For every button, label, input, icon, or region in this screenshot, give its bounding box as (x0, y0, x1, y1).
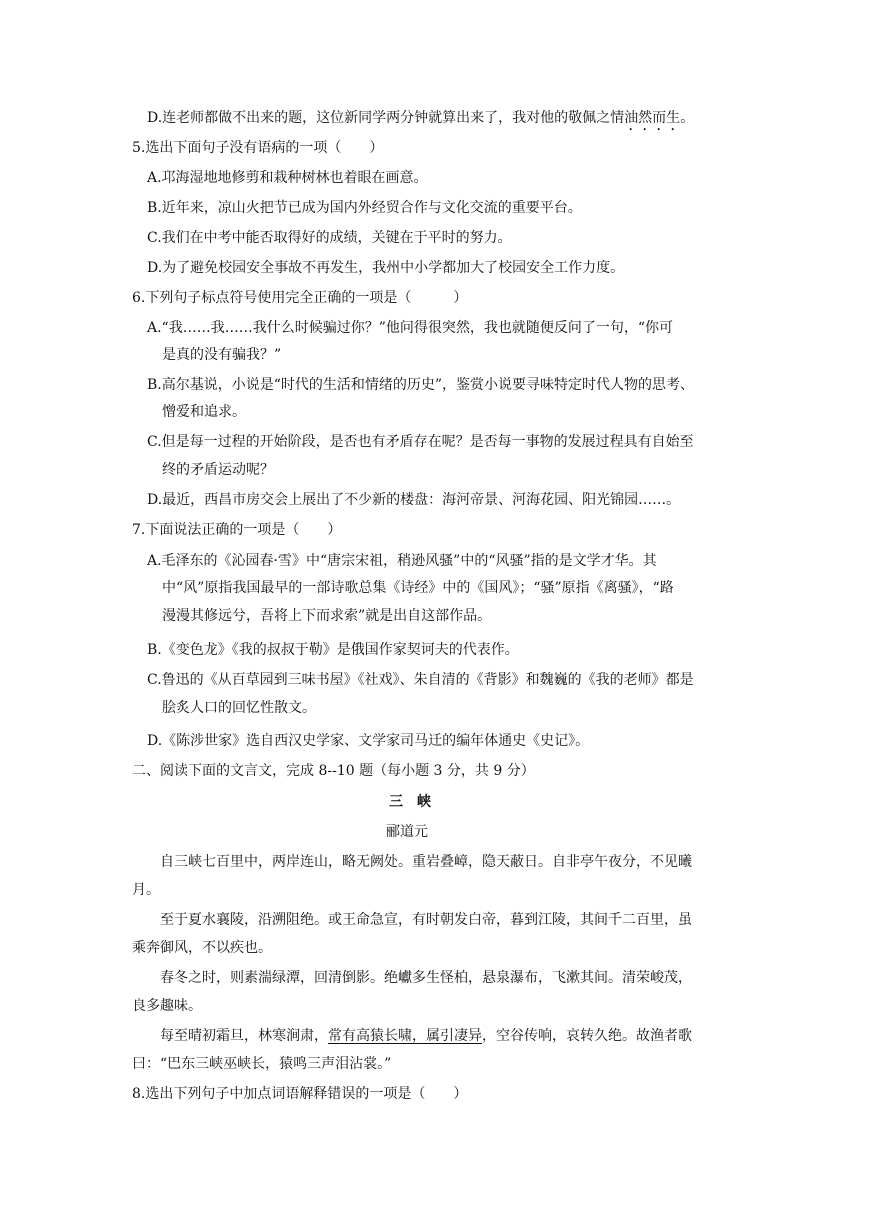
q7-option-a-line1: A.毛泽东的《沁园春·雪》中“唐宗宋祖，稍逊风骚”中的“风骚”指的是文学才华。其 (147, 553, 657, 569)
q6-option-a-line1: A.“我……我……我什么时候骗过你？”他问得很突然，我也就随便反问了一句，“你可 (147, 320, 674, 336)
q7-option-a-line2: 中“风”原指我国最早的一部诗歌总集《诗经》中的《国风》；“骚”原指《离骚》，“路 (162, 580, 674, 596)
q7-option-d: D.《陈涉世家》选自西汉史学家、文学家司马迁的编年体通史《史记》。 (147, 733, 590, 749)
q6-stem: 6.下列句子标点符号使用完全正确的一项是（ ） (132, 290, 468, 306)
p4-text-b: ，空谷传响，哀转久绝。故渔者歌 (482, 1028, 692, 1044)
q6-option-c-line2: 终的矛盾运动呢？ (162, 462, 274, 478)
q6-option-c-line1: C.但是每一过程的开始阶段，是否也有矛盾存在呢？是否每一事物的发展过程具有自始至 (147, 434, 694, 450)
q5-option-c: C.我们在中考中能否取得好的成绩，关键在于平时的努力。 (147, 230, 512, 246)
q5-stem: 5.选出下面句子没有语病的一项（ ） (132, 140, 384, 156)
q7-option-a-line3: 漫漫其修远兮，吾将上下而求索”就是出自这部作品。 (162, 608, 492, 624)
q7-option-c-line2: 脍炙人口的回忆性散文。 (162, 700, 316, 716)
q6-option-a-line2: 是真的没有骗我？” (162, 347, 282, 363)
p4-text-a: 每至晴初霜旦，林寒涧肃， (160, 1028, 328, 1044)
passage-paragraph-2-line2: 乘奔御风，不以疾也。 (132, 940, 272, 956)
passage-paragraph-4-line2: 曰：“巴东三峡巫峡长，猿鸣三声泪沾裳。” (132, 1056, 392, 1072)
q4d-text: D.连老师都做不出来的题，这位新同学两分钟就算出来了，我对他的敬佩之情 (147, 110, 625, 126)
passage-paragraph-1-line2: 月。 (132, 882, 160, 898)
q8-stem: 8.选出下列句子中加点词语解释错误的一项是（ ） (132, 1086, 468, 1102)
q5-option-d: D.为了避免校园安全事故不再发生，我州中小学都加大了校园安全工作力度。 (147, 260, 625, 276)
q7-option-b: B.《变色龙》《我的叔叔于勒》是俄国作家契诃夫的代表作。 (147, 642, 519, 658)
q6-option-b-line1: B.高尔基说，小说是“时代的生活和情绪的历史”，鉴赏小说要寻味特定时代人物的思考、 (147, 377, 695, 393)
q6-option-b-line2: 憎爱和追求。 (162, 404, 246, 420)
passage-paragraph-3-line1: 春冬之时，则素湍绿潭，回清倒影。绝巘多生怪柏，悬泉瀑布，飞漱其间。清荣峻茂， (160, 970, 692, 986)
q7-stem: 7.下面说法正确的一项是（ ） (132, 522, 342, 538)
q5-option-b: B.近年来，凉山火把节已成为国内外经贸合作与文化交流的重要平台。 (147, 200, 582, 216)
p4-underlined-phrase: 常有高猿长啸，属引凄异 (328, 1028, 482, 1044)
passage-paragraph-4-line1 (160, 1026, 692, 1046)
q4d-end: 。 (680, 110, 695, 126)
q7-option-c-line1: C.鲁迅的《从百草园到三味书屋》《社戏》、朱自清的《背影》和魏巍的《我的老师》都是 (147, 672, 694, 688)
q6-option-d: D.最近，西昌市房交会上展出了不少新的楼盘：海河帝景、河海花园、阳光锦园……。 (147, 492, 681, 508)
passage-author: 郦道元 (386, 824, 428, 840)
passage-paragraph-1-line1: 自三峡七百里中，两岸连山，略无阙处。重岩叠嶂，隐天蔽日。自非亭午夜分，不见曦 (160, 854, 692, 870)
q4-option-d (147, 108, 694, 134)
passage-paragraph-2-line1: 至于夏水襄陵，沿溯阻绝。或王命急宣，有时朝发白帝，暮到江陵，其间千二百里，虽 (160, 912, 692, 928)
q5-option-a: A.邛海湿地地修剪和栽种树林也着眼在画意。 (147, 170, 428, 186)
passage-paragraph-3-line2: 良多趣味。 (132, 998, 202, 1014)
section-2-heading: 二、阅读下面的文言文，完成 8--10 题（每小题 3 分，共 9 分） (132, 763, 535, 779)
q4d-dotted-phrase: 油然而生 (624, 110, 681, 126)
passage-title: 三峡 (389, 794, 445, 810)
